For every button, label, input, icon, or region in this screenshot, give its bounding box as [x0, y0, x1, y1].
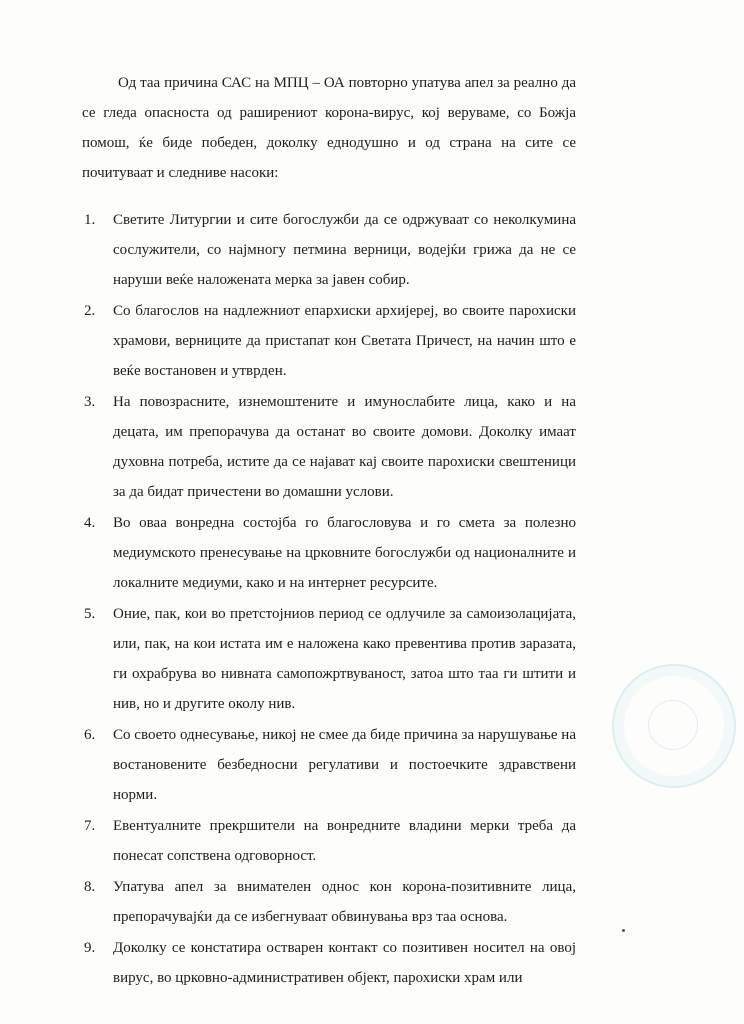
- item-number: 7.: [84, 818, 96, 834]
- list-item: [82, 599, 576, 719]
- intro-paragraph: Од таа причина САС на МПЦ – ОА повторно упатува апел за реално да се гледа опасноста од раширениот корона-вирус, кој веруваме, со Божја помош, ќе биде победен, доколку еднодушно и од страна на сите се почитуваат и следниве насоки:: [82, 75, 576, 181]
- faded-stamp-seal: [612, 664, 736, 788]
- list-item: [82, 205, 576, 295]
- list-item: [82, 387, 576, 507]
- item-number: 2.: [84, 303, 96, 319]
- ink-speck: [622, 929, 625, 932]
- item-text: Упатува апел за внимателен однос кон корона-позитивните лица, препорачувајќи да се избегнуваат обвинувања врз таа основа.: [113, 879, 576, 925]
- list-item: [82, 508, 576, 598]
- item-number: 4.: [84, 515, 96, 531]
- stamp-inner-ring: [648, 700, 698, 750]
- item-text: На повозрасните, изнемоштените и имунослабите лица, како и на децата, им препорачува да останат во своите домови. Доколку имаат духовна потреба, истите да се најават кај своите парохиски свештеници за да бидат причестени во домашни услови.: [113, 394, 576, 500]
- list-item: [82, 933, 576, 993]
- item-number: 1.: [84, 212, 96, 228]
- item-number: 6.: [84, 727, 96, 743]
- list-item: [82, 872, 576, 932]
- item-number: 5.: [84, 606, 96, 622]
- item-number: 9.: [84, 940, 96, 956]
- item-text: Светите Литургии и сите богослужби да се одржуваат со неколкумина сослужители, со најмногу петмина верници, водејќи грижа да не се наруши веќе наложената мерка за јавен собир.: [113, 212, 576, 288]
- item-text: Во оваа вонредна состојба го благословува и го смета за полезно медиумското пренесување на црковните богослужби од националните и локалните медиуми, како и на интернет ресурсите.: [113, 515, 576, 591]
- item-number: 8.: [84, 879, 96, 895]
- guidelines-list: [82, 205, 576, 994]
- item-text: Со благослов на надлежниот епархиски архијереј, во своите парохиски храмови, верниците да пристапат кон Светата Причест, на начин што е веќе востановен и утврден.: [113, 303, 576, 379]
- list-item: [82, 720, 576, 810]
- item-number: 3.: [84, 394, 96, 410]
- item-text: Оние, пак, кои во претстојниов период се одлучиле за самоизолацијата, или, пак, на кои истата им е наложена како превентива против заразата, ги охрабрува во нивната самопожртвуваност, затоа што таа ги штити и нив, но и другите околу нив.: [113, 606, 576, 712]
- item-text: Доколку се констатира остварен контакт со позитивен носител на овој вирус, во црковно-административен објект, парохиски храм или: [113, 940, 576, 986]
- item-text: Евентуалните прекршители на вонредните владини мерки треба да понесат сопствена одговорност.: [113, 818, 576, 864]
- list-item: [82, 811, 576, 871]
- list-item: [82, 296, 576, 386]
- item-text: Со своето однесување, никој не смее да биде причина за нарушување на востановените безбедносни регулативи и постоечките здравствени норми.: [113, 727, 576, 803]
